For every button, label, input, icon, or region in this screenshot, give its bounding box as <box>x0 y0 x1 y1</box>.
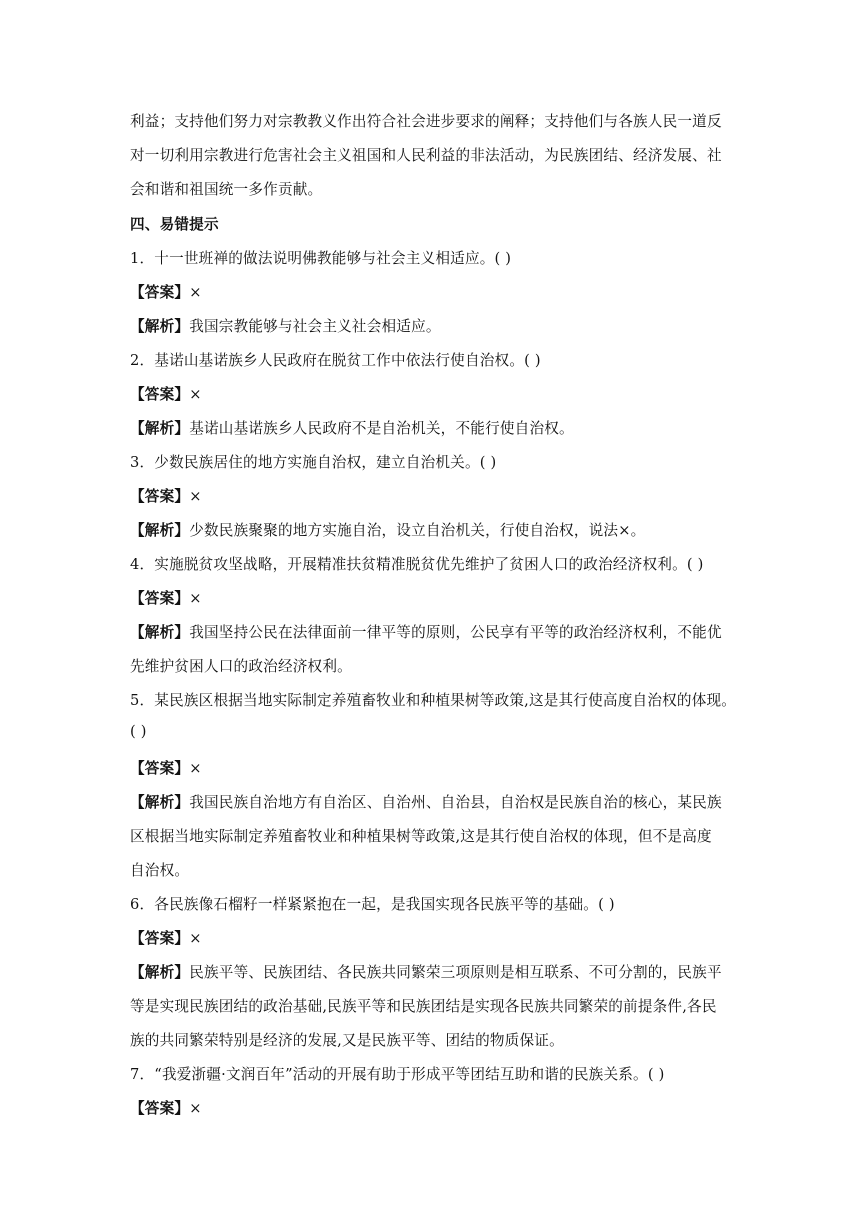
answer-3 <box>130 485 202 506</box>
analysis-text: 我国宗教能够与社会主义社会相适应。 <box>189 318 441 335</box>
answer-value: × <box>189 1100 202 1117</box>
answer-label: 【答案】 <box>130 930 190 947</box>
analysis-5-cont: 区根据当地实际制定养殖畜牧业和种植果树等政策,这是其行使自治权的体现，但不是高度 <box>130 828 712 845</box>
answer-4 <box>130 587 202 608</box>
answer-label: 【答案】 <box>130 386 190 403</box>
answer-value: × <box>189 386 202 403</box>
answer-7 <box>130 1097 202 1118</box>
analysis-text: 基诺山基诺族乡人民政府不是自治机关，不能行使自治权。 <box>189 420 574 437</box>
analysis-3 <box>130 519 645 540</box>
intro-line-1: 利益；支持他们努力对宗教教义作出符合社会进步要求的阐释；支持他们与各族人民一道反 <box>130 113 722 130</box>
analysis-6-cont: 等是实现民族团结的政治基础,民族平等和民族团结是实现各民族共同繁荣的前提条件,各民 <box>130 998 717 1015</box>
analysis-4-cont: 先维护贫困人口的政治经济权利。 <box>130 658 352 675</box>
analysis-text: 民族平等、民族团结、各民族共同繁荣三项原则是相互联系、不可分割的，民族平 <box>189 964 722 981</box>
analysis-label: 【解析】 <box>130 794 190 811</box>
answer-6 <box>130 927 202 948</box>
answer-value: × <box>189 760 202 777</box>
question-5: 5．某民族区根据当地实际制定养殖畜牧业和种植果树等政策,这是其行使高度自治权的体现。 <box>130 692 737 709</box>
analysis-6 <box>130 961 722 982</box>
intro-line-3: 会和谐和祖国统一多作贡献。 <box>130 181 323 198</box>
question-2: 2．基诺山基诺族乡人民政府在脱贫工作中依法行使自治权。( ) <box>130 352 541 369</box>
answer-label: 【答案】 <box>130 590 190 607</box>
answer-value: × <box>189 930 202 947</box>
analysis-6-cont: 族的共同繁荣特别是经济的发展,又是民族平等、团结的物质保证。 <box>130 1032 564 1049</box>
question-1: 1．十一世班禅的做法说明佛教能够与社会主义相适应。( ) <box>130 250 512 267</box>
answer-label: 【答案】 <box>130 284 190 301</box>
analysis-text: 我国坚持公民在法律面前一律平等的原则，公民享有平等的政治经济权利，不能优 <box>189 624 722 641</box>
analysis-1 <box>130 315 441 336</box>
analysis-label: 【解析】 <box>130 318 190 335</box>
answer-label: 【答案】 <box>130 488 190 505</box>
answer-2 <box>130 383 202 404</box>
analysis-5 <box>130 791 722 812</box>
question-4: 4．实施脱贫攻坚战略，开展精准扶贫精准脱贫优先维护了贫困人口的政治经济权利。( ) <box>130 556 704 573</box>
question-5-cont: ( ) <box>130 723 147 740</box>
answer-label: 【答案】 <box>130 1100 190 1117</box>
answer-value: × <box>189 488 202 505</box>
analysis-label: 【解析】 <box>130 624 190 641</box>
analysis-4 <box>130 621 722 642</box>
analysis-2 <box>130 417 574 438</box>
question-3: 3．少数民族居住的地方实施自治权，建立自治机关。( ) <box>130 454 497 471</box>
analysis-label: 【解析】 <box>130 964 190 981</box>
analysis-5-cont: 自治权。 <box>130 862 190 879</box>
answer-value: × <box>189 284 202 301</box>
analysis-text: 少数民族聚聚的地方实施自治，设立自治机关，行使自治权，说法×。 <box>189 522 646 539</box>
analysis-text: 我国民族自治地方有自治区、自治州、自治县，自治权是民族自治的核心，某民族 <box>189 794 722 811</box>
analysis-label: 【解析】 <box>130 522 190 539</box>
answer-value: × <box>189 590 202 607</box>
question-6: 6．各民族像石榴籽一样紧紧抱在一起，是我国实现各民族平等的基础。( ) <box>130 896 615 913</box>
question-7: 7．“我爱浙疆·文润百年”活动的开展有助于形成平等团结互助和谐的民族关系。( ) <box>130 1066 665 1083</box>
answer-5 <box>130 757 202 778</box>
answer-label: 【答案】 <box>130 760 190 777</box>
section-title: 四、易错提示 <box>130 216 219 233</box>
analysis-label: 【解析】 <box>130 420 190 437</box>
answer-1 <box>130 281 202 302</box>
intro-line-2: 对一切利用宗教进行危害社会主义祖国和人民利益的非法活动，为民族团结、经济发展、社 <box>130 147 722 164</box>
